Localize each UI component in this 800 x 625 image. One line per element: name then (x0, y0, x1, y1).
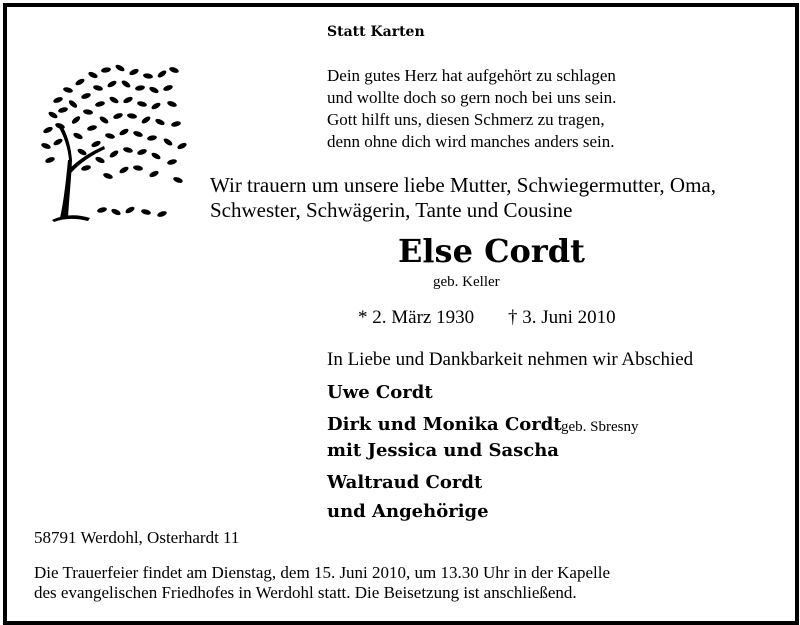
address: 58791 Werdohl, Osterhardt 11 (34, 528, 240, 547)
funeral-line-1: Die Trauerfeier findet am Dienstag, dem 15. Juni 2010, um 13.30 Uhr in der Kapelle (34, 563, 610, 582)
mourning-line-1: Wir trauern um unsere liebe Mutter, Schwiegermutter, Oma, (210, 173, 716, 197)
death-date: † 3. Juni 2010 (508, 307, 616, 328)
family-kids: mit Jessica und Sascha (327, 440, 559, 461)
poem-line-2: und wollte doch so gern noch bei uns sein. (327, 88, 617, 107)
poem-line-3: Gott hilft uns, diesen Schmerz zu tragen, (327, 110, 605, 129)
windblown-tree-icon (38, 60, 188, 225)
birth-date: * 2. März 1930 (358, 307, 475, 328)
family-relatives: und Angehörige (327, 501, 489, 522)
mourning-line-2: Schwester, Schwägerin, Tante und Cousine (210, 198, 573, 222)
funeral-line-2: des evangelischen Friedhofes in Werdohl statt. Die Beisetzung ist anschließend. (34, 583, 577, 602)
poem-line-4: denn ohne dich wird manches anders sein. (327, 132, 615, 151)
poem-line-1: Dein gutes Herz hat aufgehört zu schlagen (327, 66, 616, 85)
maiden-name: geb. Keller (433, 274, 500, 290)
family-waltraud: Waltraud Cordt (327, 472, 483, 493)
family-uwe: Uwe Cordt (327, 382, 433, 403)
family-dirk-maiden: geb. Sbresny (561, 419, 639, 435)
deceased-name: Else Cordt (398, 232, 585, 270)
family-dirk: Dirk und Monika Cordt (327, 414, 562, 435)
farewell-line: In Liebe und Dankbarkeit nehmen wir Abschied (327, 349, 694, 370)
statt-karten-heading: Statt Karten (327, 24, 425, 40)
